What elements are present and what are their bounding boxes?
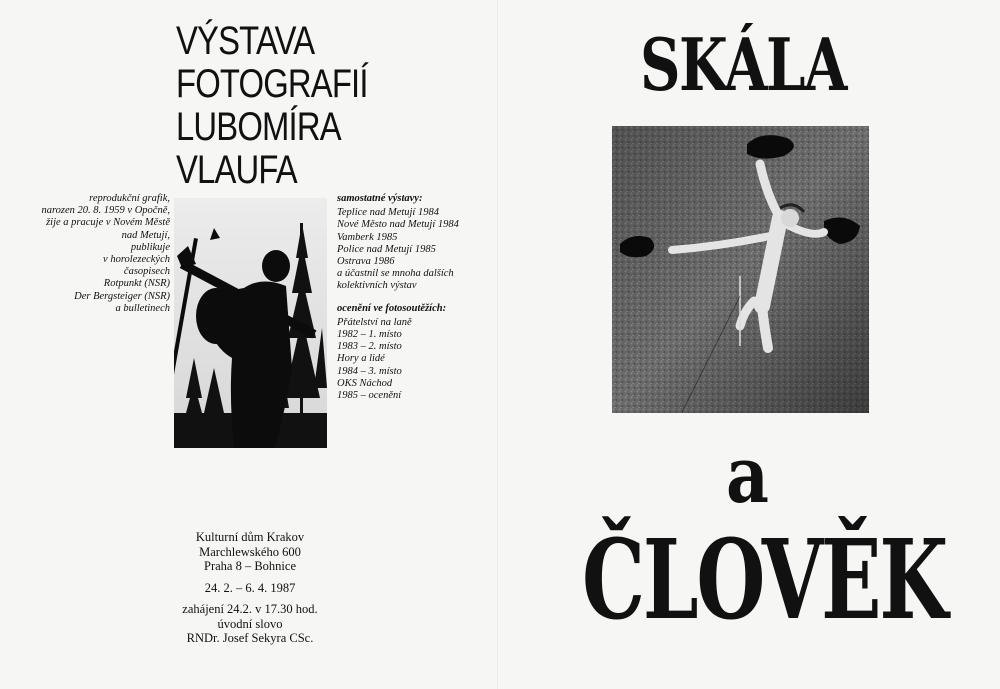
rock-climber-photo — [612, 126, 869, 413]
title-line: VÝSTAVA — [176, 19, 315, 63]
bio-line: časopisech — [123, 266, 170, 278]
bio-line: v horolezeckých — [103, 254, 170, 266]
bio-line: reprodukční grafik, — [89, 193, 170, 204]
poster-title-word: a — [726, 430, 769, 521]
exhibition-item: Nové Město nad Metují 1984 — [337, 219, 459, 231]
award-item: 1982 – 1. místo — [337, 329, 402, 341]
award-item: 1983 – 2. místo — [337, 341, 402, 353]
exhibition-item: Vamberk 1985 — [337, 231, 398, 243]
opening-line: RNDr. Josef Sekyra CSc. — [186, 631, 314, 645]
exhibition-item: a účastnil se mnoha dalších — [337, 268, 454, 280]
poster-title-word: ČLOVĚK — [582, 515, 947, 644]
title-line: FOTOGRAFIÍ — [176, 62, 368, 106]
venue-info — [150, 530, 350, 646]
exhibition-item: Ostrava 1986 — [337, 256, 395, 268]
awards-heading: ocenění ve fotosoutěžích: — [337, 302, 447, 314]
award-item: 1984 – 3. místo — [337, 365, 402, 377]
bio-line: žije a pracuje v Novém Městě — [46, 217, 170, 229]
bio-line: Rotpunkt (NSR) — [103, 278, 170, 290]
bio-line: nad Metují, — [121, 229, 170, 241]
fold-line — [497, 0, 498, 689]
award-item: Hory a lidé — [337, 353, 385, 365]
exhibition-item: Police nad Metují 1985 — [337, 243, 436, 255]
exhibitions-list — [337, 193, 487, 402]
opening-line: úvodní slovo — [217, 616, 283, 631]
exhibition-dates: 24. 2. – 6. 4. 1987 — [204, 580, 296, 595]
poster-title-word: SKÁLA — [640, 22, 846, 107]
title-line: LUBOMÍRA — [176, 105, 341, 149]
address-line: Kulturní dům Krakov — [195, 530, 305, 544]
bio-line: narozen 20. 8. 1959 v Opočně, — [41, 205, 170, 217]
solo-exhibitions-heading: samostatné výstavy: — [337, 193, 423, 204]
opening-line: zahájení 24.2. v 17.30 hod. — [182, 602, 318, 616]
climber-silhouette-photo — [174, 198, 327, 448]
bio-line: a bulletinech — [115, 302, 170, 314]
bio-line: Der Bergsteiger (NSR) — [74, 290, 170, 302]
address-line: Marchlewského 600 — [199, 544, 301, 559]
address-line: Praha 8 – Bohnice — [204, 559, 296, 573]
award-item: OKS Náchod — [337, 377, 393, 389]
bio-line: publikuje — [130, 241, 170, 253]
exhibition-title — [176, 19, 368, 192]
exhibition-item: kolektivních výstav — [337, 280, 417, 292]
award-item: Přátelství na laně — [337, 316, 412, 328]
author-bio — [4, 193, 170, 315]
award-item: 1985 – ocenění — [337, 390, 402, 402]
exhibition-item: Teplice nad Metují 1984 — [337, 207, 439, 219]
title-line: VLAUFA — [176, 148, 297, 192]
